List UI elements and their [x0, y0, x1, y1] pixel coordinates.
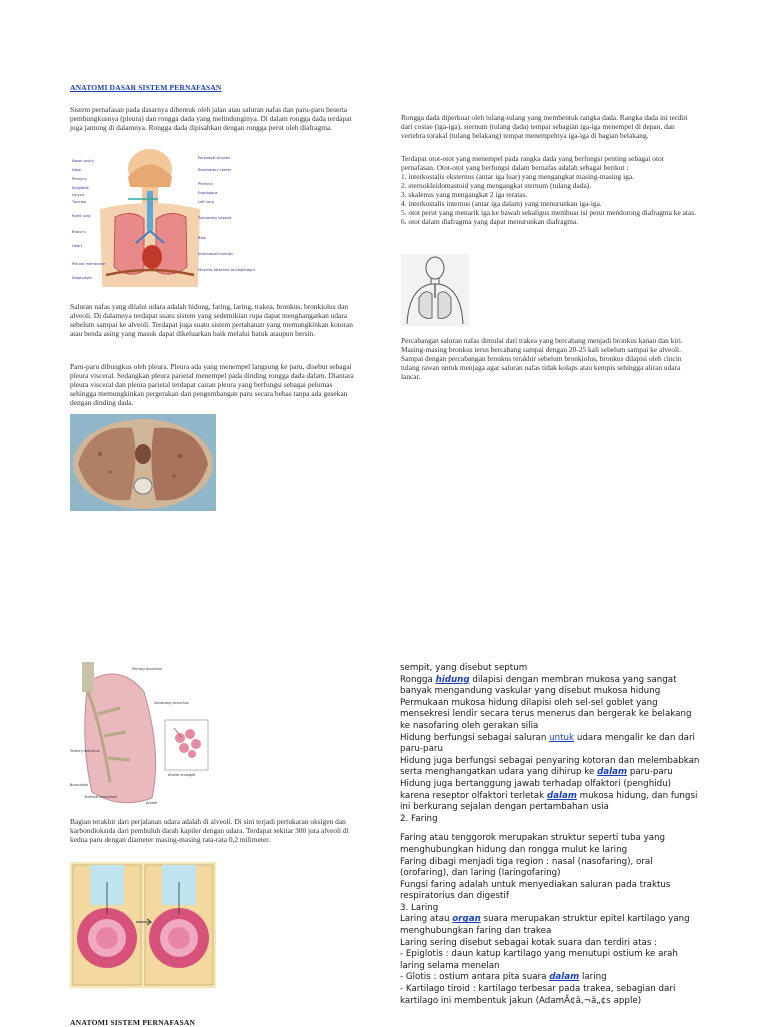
text-line: 2. Faring	[400, 813, 438, 824]
text-run: mukosa hidung, dan fungsi ini berkurang sejalan dengan pertambahan usia	[400, 790, 698, 813]
text-line	[400, 914, 700, 937]
bronchial-tree-figure	[70, 662, 215, 810]
fig1-label: Right lung	[72, 214, 91, 218]
list-item: 1. interkostalis eksternus (antar iga luar) yang mengangkat masing-masing iga.	[401, 172, 634, 181]
text-line	[400, 972, 700, 984]
muscles-list	[401, 173, 699, 226]
lung-label: Tertiary bronchus	[70, 749, 100, 753]
fig1-label: Muscles attached to diaphragm	[198, 268, 255, 272]
text-run: Laring atau	[400, 914, 453, 925]
pleura-paragraph: Paru-paru dibungkus oleh pleura. Pleura ada yang menempel langsung ke paru, disebut sebagai pleura visceral. Sedangkan pleura parietal menempel pada dinding rongga dada dalam. Diantara pleura visceral dan pleura parietal terdapat cairan pleura yang berfungsi sebagai pelumas sehingga memungkinkan pergerakan dan pengembangan paru secara bebas tanpa ada gesekan dengan dinding dada.	[70, 362, 354, 407]
lung-label: Alveoli	[146, 801, 158, 805]
list-item: 5. otot perut yang menarik iga ke bawah sekaligus membuat isi perut mendorong diafragma ke atas.	[401, 207, 696, 217]
list-item: 3. skalenus yang mengangkat 2 iga teratas.	[401, 189, 528, 199]
lung-label: Alveoli enlarged	[168, 773, 196, 777]
fig1-label: Pulmonary vessels	[198, 216, 232, 220]
keyword-link[interactable]: dalam	[597, 767, 628, 778]
fig1-label: Bronchi	[72, 230, 86, 234]
text-line: sempit, yang disebut septum	[400, 663, 528, 673]
text-run: Hidung berfungsi sebagai saluran	[400, 732, 550, 743]
rib-cage-paragraph: Rongga dada diperkuat oleh tulang-tulang yang membentuk rangka dada. Rangka dada ini terdiri dari costae (iga-iga), sternum (tulang dada) tempat sebagian iga-iga menempel di depan, dan vertebra torakal (tulang belakang) tempat menempelnya iga-iga di bagian belakang.	[401, 113, 688, 140]
lungs-sketch-figure	[401, 254, 469, 326]
text-run: Hidung juga berfungsi sebagai penyaring kotoran dan melembabkan serta menghangatkan udara yang dihirup ke	[400, 755, 700, 778]
list-item: 6. otot dalam diafragma yang dapat menurunkan diafragma.	[401, 216, 579, 226]
keyword-link[interactable]: organ	[452, 914, 481, 925]
fig1-label: Pleural membrane	[72, 262, 106, 266]
text-line: Laring sering disebut sebagai kotak suara dan terdiri atas :	[400, 937, 658, 948]
text-line: Fungsi faring adalah untuk menyediakan saluran pada traktus respiratorius dan digestif	[400, 879, 671, 902]
text-link[interactable]: untuk	[549, 732, 575, 743]
text-run: Rongga	[400, 674, 436, 685]
keyword-link[interactable]: dalam	[549, 972, 580, 983]
fig1-label: Larynx	[72, 193, 85, 197]
section-title: ANATOMI DASAR SISTEM PERNAFASAN	[70, 83, 222, 92]
fig1-label: Pharynx	[198, 182, 213, 186]
chest-cross-section-image	[70, 414, 216, 511]
bronchi-paragraph: Percabangan saluran nafas dimulai dari trakea yang bercabang menjadi bronkus kanan dan kiri. Masing-masing bronkus terus bercabang sampai dengan 20-25 kali sebelum sampai ke alveoli. Sampai dengan percabangan bronkus terakhir sebelum bronkiolus, bronkus dilapisi oleh cincin tulang rawan untuk menjaga agar saluran nafas tidak kolaps atau kempis sehingga aliran udara lancar.	[401, 336, 683, 381]
text-line	[400, 779, 700, 814]
text-run: dilapisi dengan membran mukosa yang sangat banyak mengandung vaskular yang disebut mukosa hidung	[400, 674, 677, 697]
keyword-link[interactable]: hidung	[435, 674, 470, 685]
fig1-label: Left lung	[198, 200, 214, 204]
text-run: suara merupakan struktur epitel kartilago yang menghubungkan faring dan trakea	[400, 914, 690, 937]
fig1-label: Nasal cavity	[72, 159, 94, 163]
text-line: 3. Laring	[400, 902, 439, 913]
muscles-intro: Terdapat otot-otot yang menempel pada rangka dada yang berfungsi penting sebagai otot pernafasan. Otot-otot yang berfungsi dalam bernafas adalah sebagai berikut :	[401, 154, 664, 172]
fig1-label: Pharynx	[72, 177, 87, 181]
text-line	[400, 733, 700, 756]
fig1-label: Paranasal sinuses	[198, 156, 230, 160]
lung-label: Primary bronchus	[132, 667, 162, 671]
text-line: - Kartilago tiroid : kartilago terbesar pada trakea, sebagian dari kartilago ini membentuk jakun (AdamĂ¢â‚¬â„¢s apple)	[400, 984, 676, 1006]
fig1-label: Heart	[72, 244, 83, 248]
text-run: - Glotis : ostium antara pita suara	[400, 972, 550, 983]
section-title: ANATOMI SISTEM PERNAFASAN	[70, 1018, 196, 1027]
fig1-label: Nose	[72, 168, 81, 172]
fig1-label: Esophagus	[198, 191, 218, 195]
gas-exchange-figure	[70, 862, 216, 988]
text-line	[400, 756, 700, 779]
text-line: - Epiglotis : daun katup kartilago yang menutupi ostium ke arah laring selama menelan	[400, 949, 678, 971]
fig1-label: Trachea	[72, 200, 87, 204]
intro-paragraph: Sistem pernafasan pada dasarnya dibentuk oleh jalan atau saluran nafas dan paru-paru beserta pembungkusnya (pleura) dan rongga dada yang melindunginya. Di dalam rongga dada terdapat juga jantung di dalamnya. Rongga dada dipisahkan dengan rongga perut oleh diafragma.	[70, 105, 352, 132]
nose-pharynx-larynx-text	[400, 663, 700, 1007]
text-run: laring	[579, 972, 607, 983]
paragraph-gap	[400, 825, 700, 833]
fig1-label: Epiglottis	[72, 186, 89, 190]
text-line	[400, 675, 700, 698]
text-run: Hidung juga bertanggung jawab terhadap olfaktori (penghidu) karena reseptor olfaktori terletak	[400, 778, 672, 801]
fig1-label: Respiratory center	[198, 168, 232, 172]
text-line: Permukaan mukosa hidung dilapisi oleh sel-sel goblet yang mensekresi lendir secara terus menerus dan bergerak ke belakang ke nasofaring oleh gerakan silia	[400, 697, 692, 731]
keyword-link[interactable]: dalam	[546, 790, 577, 801]
lung-label: Terminal bronchiole	[84, 795, 118, 799]
airway-paragraph: Saluran nafas yang dilalui udara adalah hidung, faring, laring, trakea, bronkus, bronkiolus dan alveoli. Di dalamnya terdapat suatu sistem yang sedemikian rupa dapat menghangatkan udara sebelum sampai ke alveoli. Terdapat juga suatu sistem pertahanan yang memungkinkan kotoran atau benda asing yang masuk dapat dikeluarkan baik melalui batuk ataupun bersin.	[70, 302, 353, 338]
list-item: 4. interkostalis internus (antar iga dalam) yang menurunkan iga-iga.	[401, 198, 602, 208]
fig1-label: Ribs	[198, 236, 206, 240]
fig1-label: Intercostal muscles	[198, 252, 233, 256]
lung-label: Bronchiole	[70, 783, 88, 787]
text-run: paru-paru	[627, 767, 673, 778]
respiratory-system-figure	[70, 147, 255, 297]
list-item: 2. sternokleidomastoid yang mengangkat sternum (tulang dada).	[401, 180, 592, 190]
text-run: udara mengalir ke dan dari paru-paru	[400, 732, 695, 755]
text-line: Faring atau tenggorok merupakan struktur seperti tuba yang menghubungkan hidung dan rongga mulut ke laring	[400, 833, 666, 855]
text-line: Faring dibagi menjadi tiga region : nasal (nasofaring), oral (orofaring), dan laring (laringofaring)	[400, 856, 653, 879]
lung-label: Secondary bronchus	[154, 701, 189, 705]
fig1-label: Diaphragm	[72, 276, 92, 280]
alveoli-paragraph: Bagian terakhir dari perjalanan udara adalah di alveoli. Di sini terjadi pertukaran oksigen dan karbondioksida dari pembuluh darah kapiler dengan udara. Terdapat sekitar 300 juta alveoli di kedua paru dengan diameter masing-masing rata-rata 0,2 milimeter.	[70, 817, 349, 844]
